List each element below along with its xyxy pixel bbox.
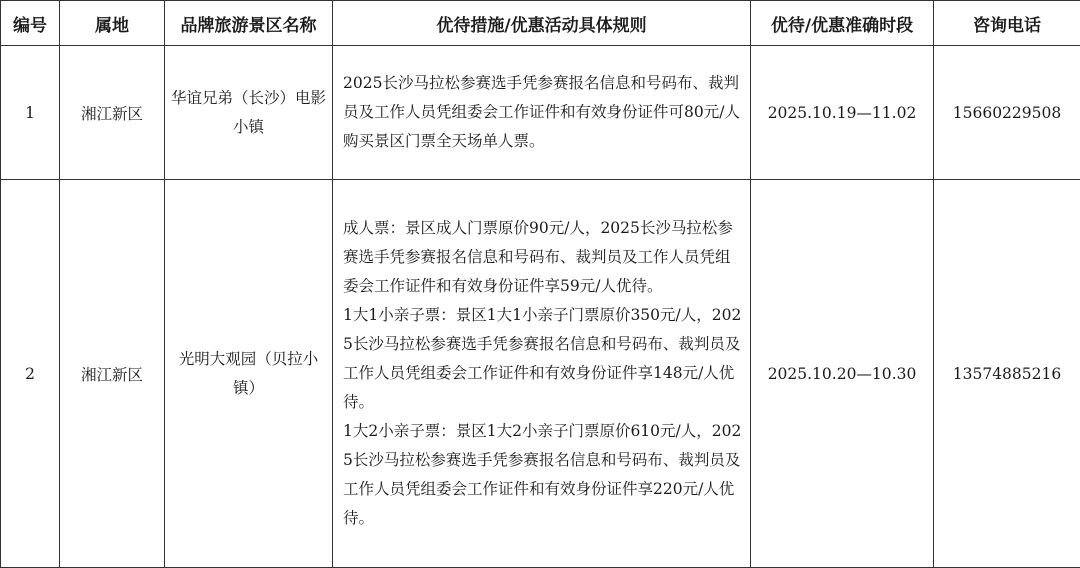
header-phone: 咨询电话 (934, 1, 1080, 46)
row-scenic-name: 光明大观园（贝拉小镇） (165, 180, 333, 568)
row-region: 湘江新区 (60, 180, 165, 568)
rule-family-1-1-ticket: 1大1小亲子票：景区1大1小亲子门票原价350元/人，2025长沙马拉松参赛选手凭参赛报名信息和号码布、裁判员及工作人员凭组委会工作证件和有效身份证件享148元/人优待。 (343, 306, 742, 411)
row-period: 2025.10.20—10.30 (751, 180, 934, 568)
table-header-row (1, 1, 1080, 46)
rule-family-1-2-ticket: 1大2小亲子票：景区1大2小亲子门票原价610元/人，2025长沙马拉松参赛选手凭参赛报名信息和号码布、裁判员及工作人员凭组委会工作证件和有效身份证件享220元/人优待。 (343, 422, 742, 527)
row-phone: 13574885216 (934, 180, 1080, 568)
table-row (1, 180, 1080, 568)
row-period: 2025.10.19—11.02 (751, 46, 934, 180)
row-number: 1 (1, 46, 60, 180)
rule-text: 2025长沙马拉松参赛选手凭参赛报名信息和号码布、裁判员及工作人员凭组委会工作证件和有效身份证件可80元/人购买景区门票全天场单人票。 (343, 74, 740, 150)
table-row (1, 46, 1080, 180)
header-region: 属地 (60, 1, 165, 46)
header-rules: 优待措施/优惠活动具体规则 (333, 1, 751, 46)
row-number: 2 (1, 180, 60, 568)
row-region: 湘江新区 (60, 46, 165, 180)
row-rules (333, 180, 751, 568)
header-number: 编号 (1, 1, 60, 46)
row-phone: 15660229508 (934, 46, 1080, 180)
header-scenic-name: 品牌旅游景区名称 (165, 1, 333, 46)
row-scenic-name: 华谊兄弟（长沙）电影小镇 (165, 46, 333, 180)
rule-adult-ticket: 成人票：景区成人门票原价90元/人，2025长沙马拉松参赛选手凭参赛报名信息和号码布、裁判员及工作人员凭组委会工作证件和有效身份证件享59元/人优待。 (343, 219, 733, 295)
header-period: 优待/优惠准确时段 (751, 1, 934, 46)
row-rules (333, 46, 751, 180)
